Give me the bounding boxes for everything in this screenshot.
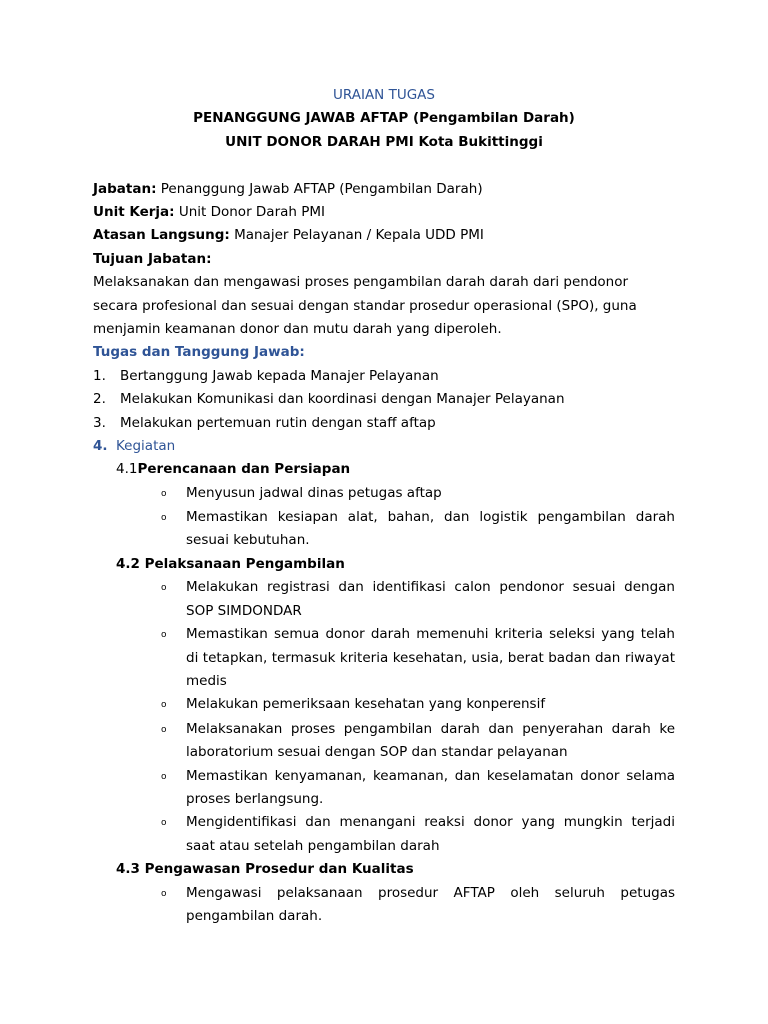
bullet-item bbox=[93, 765, 675, 812]
tugas-heading: Tugas dan Tanggung Jawab: bbox=[93, 344, 305, 361]
bullet-text: Memastikan kenyamanan, keamanan, dan keselamatan donor selama proses berlangsung. bbox=[186, 767, 675, 807]
bullet-item bbox=[93, 576, 675, 623]
section-heading-4-3 bbox=[93, 858, 675, 881]
bullet-text: Mengidentifikasi dan menangani reaksi donor yang mungkin terjadi saat atau setelah pengambilan darah bbox=[186, 814, 675, 854]
document-unit: UNIT DONOR DARAH PMI Kota Bukittinggi bbox=[225, 133, 543, 150]
field-tujuan-text: Melaksanakan dan mengawasi proses pengambilan darah darah dari pendonor secara profesional dan sesuai dengan standar prosedur operasional (SPO), guna menjamin keamanan donor dan mutu darah yang diperoleh. bbox=[93, 274, 637, 337]
bullet-text: Melakukan pemeriksaan kesehatan yang konperensif bbox=[186, 696, 546, 713]
field-unit-kerja-label: Unit Kerja: bbox=[93, 203, 175, 220]
section-number: 4.2 bbox=[116, 555, 140, 572]
list-item-number: 2. bbox=[93, 391, 106, 408]
field-unit-kerja-value: Unit Donor Darah PMI bbox=[174, 203, 326, 220]
bullet-text: Melakukan registrasi dan identifikasi calon pendonor sesuai dengan SOP SIMDONDAR bbox=[186, 579, 675, 619]
section-title: Pengawasan Prosedur dan Kualitas bbox=[144, 861, 414, 878]
document-label: URAIAN TUGAS bbox=[333, 87, 435, 103]
bullet-text: Melaksanakan proses pengambilan darah dan penyerahan darah ke laboratorium sesuai dengan SOP dan standar pelayanan bbox=[186, 720, 675, 761]
document-title: PENANGGUNG JAWAB AFTAP (Pengambilan Darah) bbox=[193, 110, 575, 127]
bullet-item bbox=[93, 693, 675, 717]
field-atasan-label: Atasan Langsung: bbox=[93, 227, 230, 244]
document-page bbox=[93, 84, 675, 928]
bullet-marker: o bbox=[161, 700, 167, 711]
section-number: 4.1 bbox=[116, 461, 138, 478]
bullet-item bbox=[93, 623, 675, 693]
bullet-marker: o bbox=[161, 888, 167, 899]
section-heading-4-1 bbox=[93, 458, 675, 481]
bullet-item bbox=[93, 718, 675, 765]
list-item-number: 3. bbox=[93, 414, 106, 431]
bullet-marker: o bbox=[161, 818, 167, 829]
bullet-marker: o bbox=[161, 771, 167, 782]
list-item-number: 4. bbox=[93, 437, 108, 454]
list-item-text: Melakukan Komunikasi dan koordinasi dengan Manajer Pelayanan bbox=[120, 391, 565, 408]
bullet-marker: o bbox=[161, 630, 167, 641]
bullet-item bbox=[93, 811, 675, 858]
list-item bbox=[93, 365, 675, 388]
bullet-text: Memastikan semua donor darah memenuhi kriteria seleksi yang telah di tetapkan, termasuk kriteria kesehatan, usia, berat badan dan riwayat medis bbox=[186, 626, 675, 689]
list-item-kegiatan bbox=[93, 435, 675, 458]
field-unit-kerja bbox=[93, 201, 675, 224]
bullet-item bbox=[93, 482, 675, 506]
bullet-item bbox=[93, 506, 675, 553]
bullet-marker: o bbox=[161, 513, 167, 524]
bullet-marker: o bbox=[161, 724, 167, 735]
bullet-text: Menyusun jadwal dinas petugas aftap bbox=[186, 484, 442, 501]
field-jabatan-label: Jabatan: bbox=[93, 180, 157, 197]
list-item bbox=[93, 388, 675, 411]
list-item bbox=[93, 412, 675, 435]
field-atasan bbox=[93, 224, 675, 247]
list-item-number: 1. bbox=[93, 367, 106, 384]
bullet-marker: o bbox=[161, 583, 167, 594]
field-tujuan-label: Tujuan Jabatan: bbox=[93, 250, 212, 267]
section-title: Perencanaan dan Persiapan bbox=[137, 461, 351, 478]
section-title: Pelaksanaan Pengambilan bbox=[144, 555, 345, 572]
list-item-text: Bertanggung Jawab kepada Manajer Pelayanan bbox=[120, 367, 439, 384]
field-atasan-value: Manajer Pelayanan / Kepala UDD PMI bbox=[229, 227, 484, 244]
list-item-text: Melakukan pertemuan rutin dengan staff aftap bbox=[120, 414, 436, 431]
section-heading-4-2 bbox=[93, 553, 675, 576]
bullet-item bbox=[93, 882, 675, 929]
section-number: 4.3 bbox=[116, 861, 140, 878]
field-jabatan bbox=[93, 178, 675, 201]
bullet-text: Mengawasi pelaksanaan prosedur AFTAP oleh seluruh petugas pengambilan darah. bbox=[186, 884, 675, 924]
bullet-text: Memastikan kesiapan alat, bahan, dan logistik pengambilan darah sesuai kebutuhan. bbox=[186, 509, 675, 549]
field-jabatan-value: Penanggung Jawab AFTAP (Pengambilan Darah) bbox=[156, 180, 483, 197]
bullet-marker: o bbox=[161, 488, 167, 499]
list-item-text: Kegiatan bbox=[116, 437, 176, 454]
